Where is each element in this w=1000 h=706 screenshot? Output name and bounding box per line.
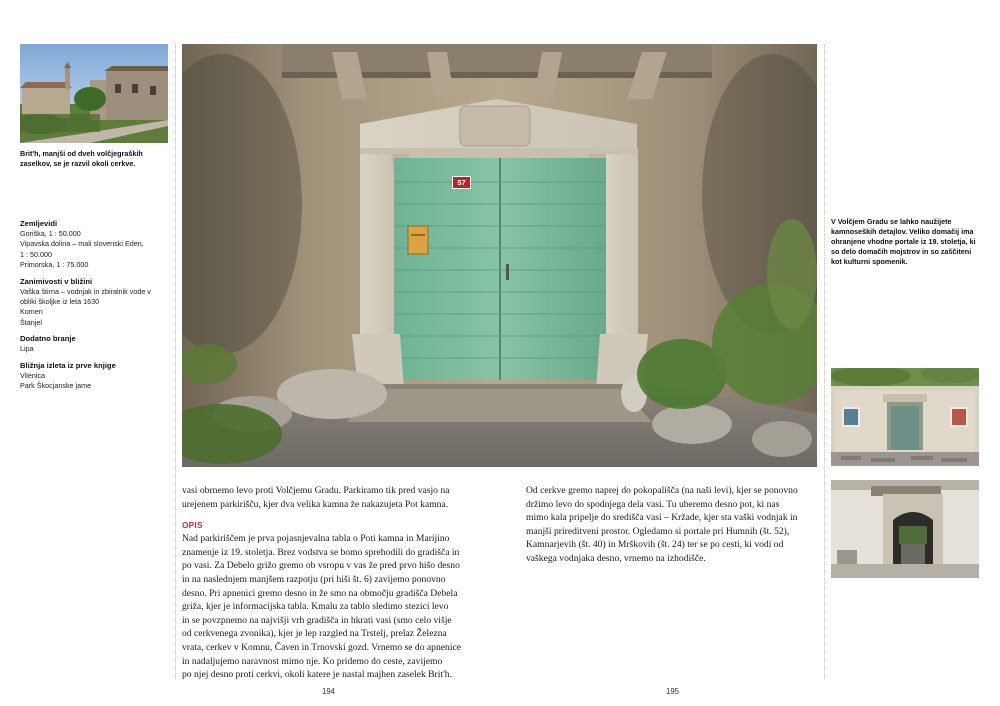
text-line: griža, kjer je informacijska tabla. Kmalu za tablo sledimo stezici levo [182, 601, 449, 613]
text-line: držimo levo do spodnjega dela vasi. Tu uberemo desno pot, ki nas [526, 498, 780, 510]
info-line: Vipavska dolina – mali slovenski Eden, [20, 239, 144, 249]
info-line: Lipa [20, 344, 34, 354]
text-line: vaškega vodnjaka desno, vrnemo na izhodišče. [526, 552, 706, 564]
info-line: Primorska, 1 : 75.000 [20, 260, 89, 270]
text-line: vasi obrnemo levo proti Volčjemu Gradu. Parkiramo tik pred vasjo na [182, 485, 450, 496]
text-line: urejenem parkirišču, kjer dva velika kamna že nakazujeta Pot kamna. [182, 498, 449, 510]
text-line: vrata, cerkev v Komnu, Čaven in Trnovski gozd. Vrnemo se do apnenice [182, 641, 462, 653]
text-line: desno. Pri apnenici gremo desno in že smo na območju gradišča Debela [182, 587, 458, 599]
page-194-text [182, 484, 492, 682]
text-line: mimo kala pripelje do središča vasi – Kržade, kjer sta vaški vodnjak in [526, 512, 798, 524]
section-heading: OPIS [182, 521, 203, 531]
info-block-nearby-trips [20, 361, 172, 392]
page-195-text [526, 484, 818, 566]
text-line: Nad parkiriščem je prva pojasnjevalna tabla o Poti kamna in Marijino [182, 533, 450, 545]
info-heading: Zanimivosti v bližini [20, 276, 93, 286]
text-line: in nadaljujemo naravnost mimo nje. Ko pridemo do ceste, zavijemo [182, 655, 443, 667]
page-number-left: 194 [322, 687, 336, 696]
column-divider-left [175, 44, 176, 680]
stone-archway-photo [831, 480, 979, 578]
info-line: Park Škocjanske jame [20, 381, 92, 391]
text-line: manjši prireditveni prostor. Ogledamo si portale pri Humnih (št. 52), [526, 525, 790, 537]
info-line: Štanjel [20, 317, 42, 327]
text-line: po njej desno proti cerkvi, okoli katere je nastal majhen zaselek Brit'h. [182, 669, 453, 681]
info-block-maps [20, 219, 172, 271]
info-heading: Zemljevidi [20, 219, 58, 228]
text-line: Kamnarjevih (št. 40) in Mrškovih (št. 24) ter se po cesti, ki vodi od [526, 539, 784, 551]
info-line: Goriška, 1 : 50.000 [20, 229, 81, 238]
info-line: 1 : 50.000 [20, 249, 52, 259]
house-number-plate [452, 176, 471, 189]
portals-caption: V Volčjem Gradu se lahko naužijete kamnoseških detajlov. Veliko domačij ima ohranjene vhodne portale iz 19. stoletja, ki so delo domačih mojstrov in so zaščiteni kot kulturni spomenik. [831, 217, 976, 266]
stone-portal-green-door-photo [182, 44, 817, 467]
text-line: znamenje iz 19. stoletja. Brez vodstva se bomo sprehodili do gradišča in [182, 546, 460, 558]
village-photo-caption: Brit'h, manjši od dveh volčjegraških zaselkov, se je razvil okoli cerkve. [20, 149, 143, 168]
info-block-reading [20, 334, 172, 354]
text-line: po vasi. Za Debelo grižo gremo ob vsropu v vas že pred prvo hišo desno [182, 560, 460, 572]
column-divider-right [824, 44, 825, 680]
portal-house-photo [831, 368, 979, 466]
info-line: Komen [20, 307, 43, 317]
house-number: 57 [457, 178, 466, 187]
text-line: in se povzpnemo na najvišji vrh gradišča in hkrati vasi (smo celo višje [182, 614, 452, 626]
text-line: in na naslednjem manjšem razpotju (pri hiši št. 6) zavijemo ponovno [182, 573, 446, 585]
page-number-right: 195 [666, 687, 680, 696]
info-block-sights [20, 277, 172, 329]
info-heading: Bližnja izleta iz prve knjige [20, 360, 116, 370]
info-line: Vilenica [20, 370, 46, 380]
village-photo [20, 44, 168, 143]
text-line: Od cerkve gremo naprej do pokopališča (na naši levi), kjer se ponovno [526, 485, 798, 496]
info-box [20, 219, 172, 391]
info-heading: Dodatno branje [20, 334, 76, 344]
info-line: Vaška štirna – vodnjak in zbiralnik vode v [20, 286, 151, 296]
text-line: od cerkvenega zvonika), kjer je lep razgled na Trstelj, prelaz Železna [182, 628, 447, 640]
info-line: obliki školjke iz leta 1630 [20, 297, 100, 307]
